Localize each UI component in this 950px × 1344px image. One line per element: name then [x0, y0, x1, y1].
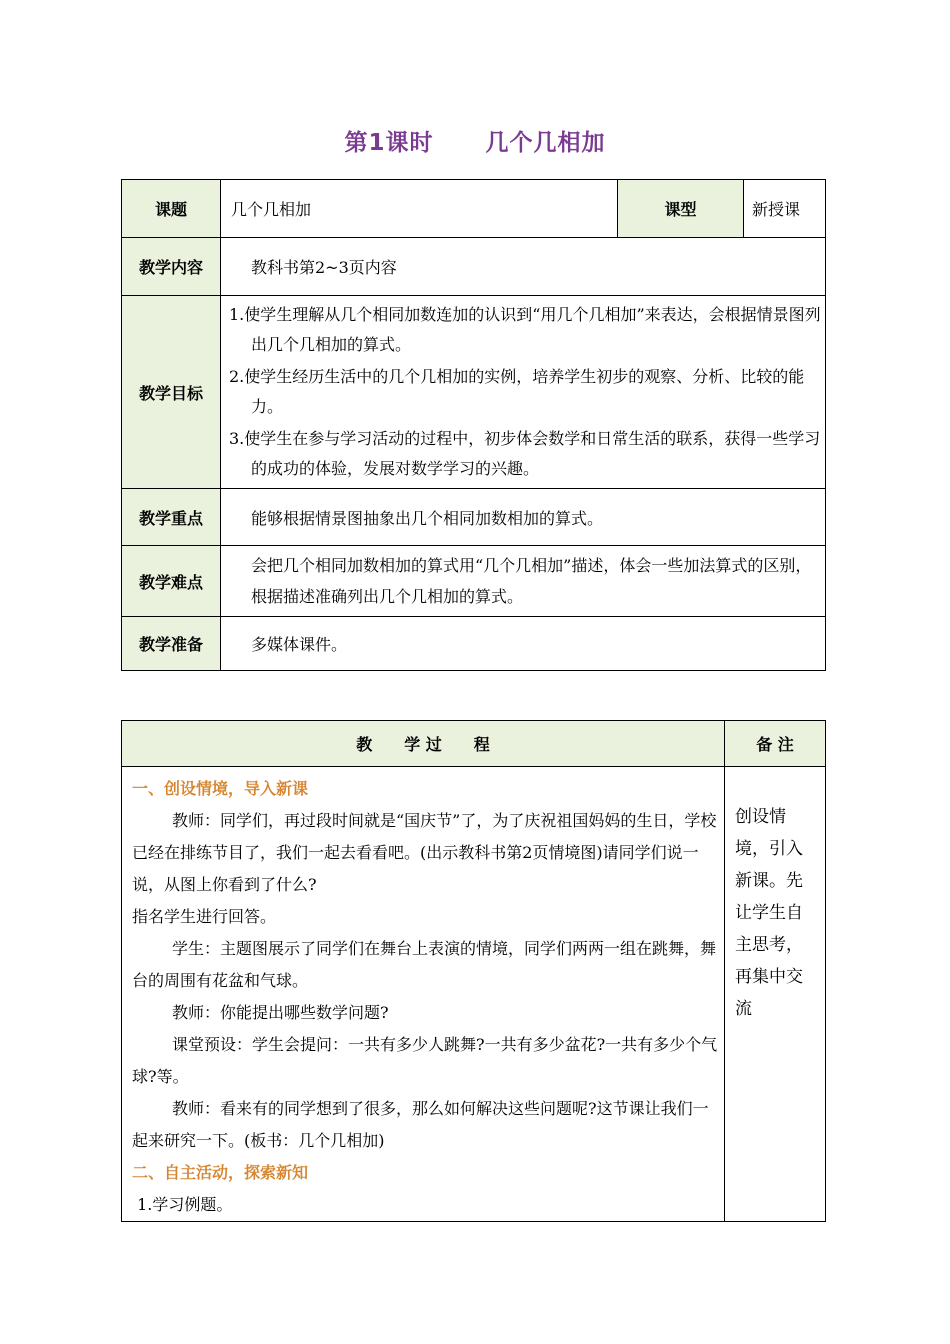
key-row	[122, 489, 826, 546]
goals-row	[122, 296, 826, 489]
content-row	[122, 238, 826, 296]
topic-value: 几个几相加	[221, 180, 618, 238]
page-title	[0, 124, 950, 157]
lesson-info-table	[121, 179, 826, 671]
lesson-topic: 几个几相加	[485, 130, 606, 156]
teaching-process-table	[121, 720, 826, 1222]
section-heading: 一、创设情境，导入新课	[132, 779, 309, 798]
topic-row	[122, 180, 826, 238]
process-content	[122, 767, 725, 1222]
process-paragraph: 教师：看来有的同学想到了很多，那么如何解决这些问题呢?这节课让我们一起来研究一下。(板书：几个几相加)	[132, 1099, 709, 1150]
process-paragraph: 教师：你能提出哪些数学问题?	[172, 1003, 389, 1022]
section-heading: 二、自主活动，探索新知	[132, 1163, 309, 1182]
difficulty-value: 会把几个相同加数相加的算式用“几个几相加”描述，体会一些加法算式的区别，根据描述准确列出几个几相加的算式。	[221, 546, 826, 617]
difficulty-label: 教学难点	[122, 546, 221, 617]
process-paragraph: 指名学生进行回答。	[132, 907, 277, 926]
key-label: 教学重点	[122, 489, 221, 546]
process-header: 教 学 过 程	[122, 721, 725, 767]
lesson-number: 第1课时	[344, 130, 434, 156]
content-value: 教科书第2~3页内容	[221, 238, 826, 296]
goal-item: 1.使学生理解从几个相同加数连加的认识到“用几个几相加”来表达，会根据情景图列出几个几相加的算式。	[229, 305, 821, 354]
goals-list	[221, 296, 826, 489]
content-label: 教学内容	[122, 238, 221, 296]
process-paragraph: 教师：同学们，再过段时间就是“国庆节”了，为了庆祝祖国妈妈的生日，学校已经在排练节目了，我们一起去看看吧。(出示教科书第2页情境图)请同学们说一说，从图上你看到了什么?	[132, 811, 717, 894]
process-paragraph: 课堂预设：学生会提问：一共有多少人跳舞?一共有多少盆花?一共有多少个气球?等。	[132, 1035, 718, 1086]
difficulty-row	[122, 546, 826, 617]
type-label: 课型	[618, 180, 744, 238]
note-header: 备 注	[725, 721, 826, 767]
prep-value: 多媒体课件。	[221, 617, 826, 671]
process-body-row	[122, 767, 826, 1222]
key-value: 能够根据情景图抽象出几个相同加数相加的算式。	[221, 489, 826, 546]
goals-label: 教学目标	[122, 296, 221, 489]
process-header-row	[122, 721, 826, 767]
process-paragraph: 1.学习例题。	[132, 1195, 233, 1214]
goal-item: 2.使学生经历生活中的几个几相加的实例，培养学生初步的观察、分析、比较的能力。	[229, 367, 805, 416]
type-value: 新授课	[744, 180, 826, 238]
goal-item: 3.使学生在参与学习活动的过程中，初步体会数学和日常生活的联系，获得一些学习的成功的体验，发展对数学学习的兴趣。	[229, 429, 821, 478]
prep-label: 教学准备	[122, 617, 221, 671]
process-paragraph: 学生：主题图展示了同学们在舞台上表演的情境，同学们两两一组在跳舞，舞台的周围有花盆和气球。	[132, 939, 717, 990]
prep-row	[122, 617, 826, 671]
topic-label: 课题	[122, 180, 221, 238]
note-content: 创设情境，引入新课。先让学生自主思考，再集中交流	[725, 767, 826, 1222]
